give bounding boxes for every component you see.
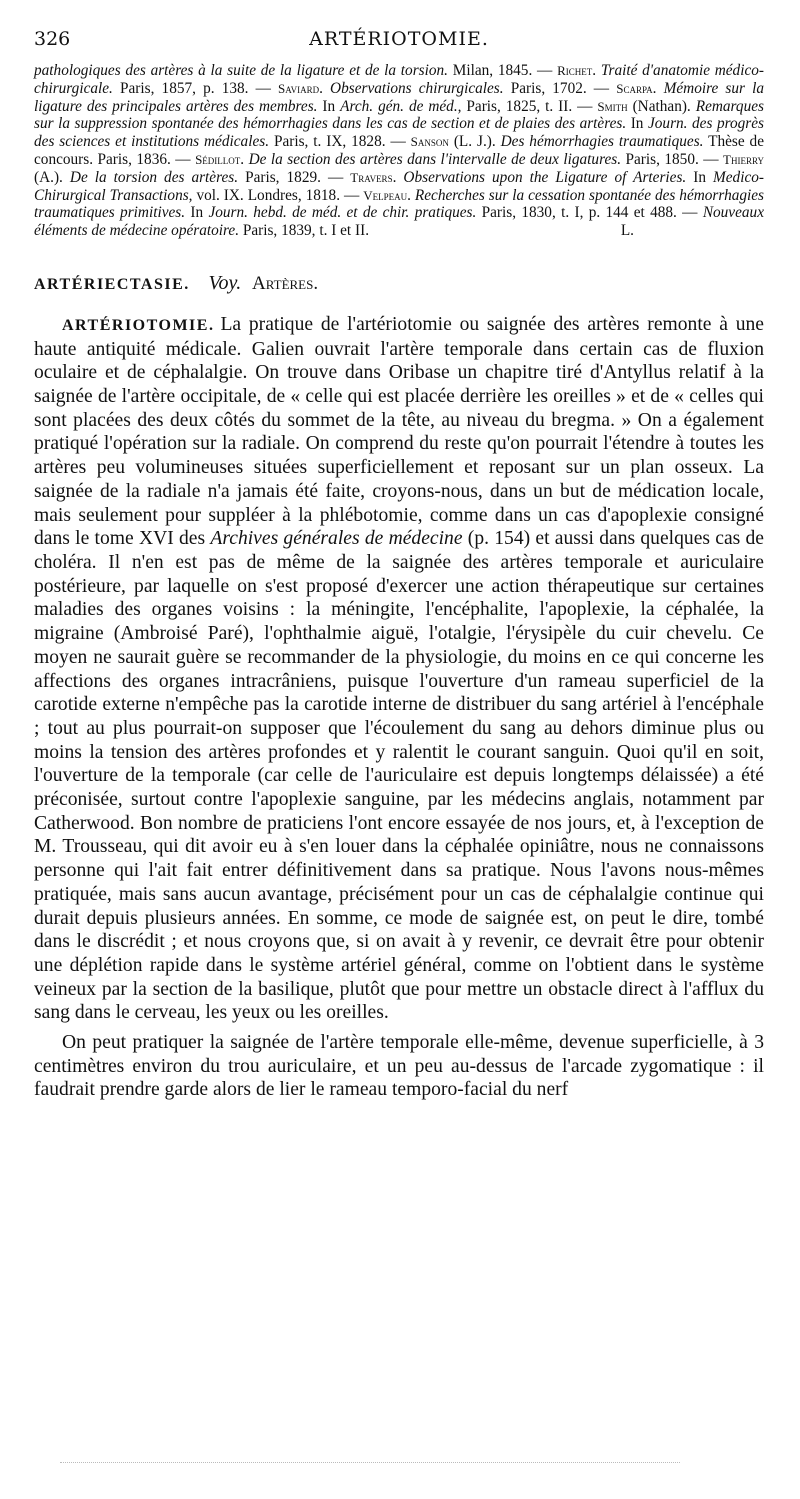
author-name: Smith — [597, 98, 628, 114]
cross-reference-entry — [34, 272, 764, 295]
paragraph-text: La pratique de l'artériotomie ou saignée des artères remonte à une haute antiquité médicale. Galien ouvrait l'artère temporale dans certain cas de fluxion oculaire et de céphalalgie. On trouve dans Oribase un chapitre tiré d'Antyllus relatif à la saignée de l'artère occipitale, de « celle qui est placée derrière les oreilles » et de « celles qui sont placées des deux côtés du sommet de la tête, au niveau du bregma. » On a également pratiqué l'opération sur la radiale. On comprend du reste qu'on pourrait l'étendre à toutes les artères peu volumineuses situées superficiellement et reposant sur un plan osseux. La saignée de la radiale n'a jamais été faite, croyons-nous, dans un but de médication locale, mais seulement pour suppléer à la phlébotomie, comme dans un cas d'apoplexie consigné dans le tome XVI des — [34, 313, 764, 550]
journal-title: Arch. gén. de méd., — [340, 97, 462, 115]
page-number: 326 — [34, 28, 71, 50]
journal-title: Journ. des progrès des sciences et institutions médicales. — [34, 115, 764, 151]
author-name: Scarpa — [616, 80, 653, 96]
citation-title: Nouveaux éléments de médecine opératoire. — [34, 204, 764, 240]
author-name: Velpeau — [363, 187, 408, 203]
citation-title: Recherches sur la cessation spontanée des hémorrhagies traumatiques primitives. — [34, 186, 765, 222]
citation-detail: Milan, 1845. — — [448, 62, 558, 79]
citation-detail: In — [686, 168, 714, 186]
running-title: ARTÉRIOTOMIE. — [309, 28, 489, 50]
bibliography-block — [34, 62, 764, 240]
author-signature: L. — [620, 222, 634, 240]
see-also-label: Voy. — [208, 271, 242, 294]
footer-divider — [60, 1462, 680, 1463]
entry-headword: ARTÉRIECTASIE. — [34, 275, 190, 293]
author-name: Sédillot — [195, 151, 241, 167]
paragraph-text: (p. 154) et aussi dans quelques cas de choléra. Il n'en est pas de même de la saignée des artères temporale et auriculaire postérieure, par laquelle on s'est proposé d'exercer une action thérapeutique sur certaines maladies des organes voisins : la méningite, l'encéphalite, l'apoplexie, la céphalée, la migraine (Ambroisé Paré), l'ophthalmie aiguë, l'otalgie, l'érysipèle du cuir chevelu. Ce moyen ne saurait guère se recommander de la physiologie, du moins en ce qui concerne les affections des organes intracrâniens, puisque l'ouverture d'un rameau superficiel de la carotide externe n'empêche pas la carotide interne de distribuer du sang artériel à l'encéphale ; tout au plus pourrait-on supposer que l'écoulement du sang au dehors diminue plus ou moins la tension des artères profondes et y ralentit le courant sanguin. Quoi qu'il en soit, l'ouverture de la temporale (car celle de l'auriculaire est depuis longtemps délaissée) a été préconisée, surtout contre l'apoplexie sanguine, par les médecins anglais, notamment par Catherwood. Bon nombre de praticiens l'ont encore essayée de nos jours, et, à l'exception de M. Trousseau, qui dit avoir eu à s'en louer dans la céphalée opiniâtre, nous ne connaissons personne qui l'ait fait entrer définitivement dans sa pratique. Nous l'avons nous-mêmes pratiquée, mais sans aucun avantage, précisément pour un cas de céphalalgie continue qui durait depuis plusieurs années. En somme, ce mode de saignée est, on peut le dire, tombé dans le discrédit ; et nous croyons que, si on avait à y revenir, ce devrait être pour obtenir une déplétion rapide dans le système artériel général, comme on l'obtient dans le système veineux par la section de la basilique, plutôt que pour mettre un obstacle direct à l'afflux du sang dans le cerveau, les yeux ou les oreilles. — [34, 528, 765, 1024]
journal-title: Archives générales de médecine — [210, 528, 463, 550]
citation-detail: vol. IX. Londres, 1818. — — [192, 186, 364, 204]
citation-title: pathologiques des artères à la suite de la ligature et de la torsion. — [34, 62, 448, 79]
citation-detail: Paris, 1830, t. I, p. 144 et 488. — — [476, 204, 703, 222]
citation-detail: In — [185, 204, 209, 222]
citation-separator: . — [592, 62, 601, 79]
citation-detail: In — [317, 97, 341, 115]
paragraph-text: On peut pratiquer la saignée de l'artère temporale elle-même, devenue superficielle, à 3 centimètres environ du trou auriculaire, et un peu au-dessus de l'arcade zygomatique : il faudrait prendre garde alors de lier le rameau temporo-facial du nerf — [34, 1032, 764, 1101]
citation-detail: In — [626, 115, 648, 133]
citation-separator: . — [319, 79, 331, 97]
citation-detail: (A.). — [34, 168, 70, 186]
citation-title: Traité d'anatomie médico-chirurgicale. — [34, 62, 764, 97]
citation-title: Observations chirurgicales. — [330, 79, 504, 97]
citation-detail: Paris, t. IX, 1828. — — [269, 133, 411, 151]
citation-separator: . — [240, 150, 249, 168]
citation-detail: Thèse de concours. Paris, 1836. — — [34, 133, 764, 168]
citation-title: De la section des artères dans l'intervalle de deux ligatures. — [248, 150, 622, 168]
citation-detail: Paris, 1825, t. II. — — [461, 97, 598, 115]
author-name: Travers — [350, 169, 393, 185]
citation-detail: Paris, 1829. — — [238, 168, 351, 186]
citation-title: Mémoire sur la ligature des principales artères des membres. — [34, 79, 764, 115]
citation-detail: Paris, 1850. — — [621, 150, 724, 168]
entry-paragraph — [34, 313, 764, 1025]
citation-detail: (Nathan). — [627, 97, 696, 115]
see-also-target: Artères. — [252, 272, 319, 294]
citation-title: De la torsion des artères. — [69, 168, 239, 186]
citation-separator: . — [392, 168, 404, 186]
citation-separator: . — [407, 186, 415, 204]
author-name: Sanson — [410, 134, 449, 150]
journal-title: Medico-Chirurgical Transactions, — [34, 168, 764, 204]
citation-detail: Paris, 1702. — — [503, 79, 617, 97]
entry-paragraph — [34, 1031, 764, 1102]
citation-title: Observations upon the Ligature of Arteries. — [403, 168, 687, 186]
author-name: Saviard — [278, 80, 320, 96]
citation-title: Des hémorrhagies traumatiques. — [500, 133, 704, 151]
journal-title: Journ. hebd. de méd. et de chir. pratiques. — [208, 204, 477, 222]
page — [34, 28, 764, 1102]
page-header — [34, 28, 764, 56]
citation-detail: (L. J.). — [448, 133, 501, 151]
author-name: Thierry — [723, 151, 764, 167]
citation-detail: Paris, 1839, t. I et II. — [239, 222, 370, 240]
citation-separator: . — [652, 79, 664, 97]
author-name: Richet — [557, 63, 593, 78]
main-entry — [34, 313, 764, 1102]
citation-title: Remarques sur la suppression spontanée des hémorrhagies dans les cas de section et de plaies des artères. — [34, 97, 764, 133]
citation-detail: Paris, 1857, p. 138. — — [112, 79, 279, 97]
entry-headword: ARTÉRIOTOMIE. — [62, 316, 215, 334]
